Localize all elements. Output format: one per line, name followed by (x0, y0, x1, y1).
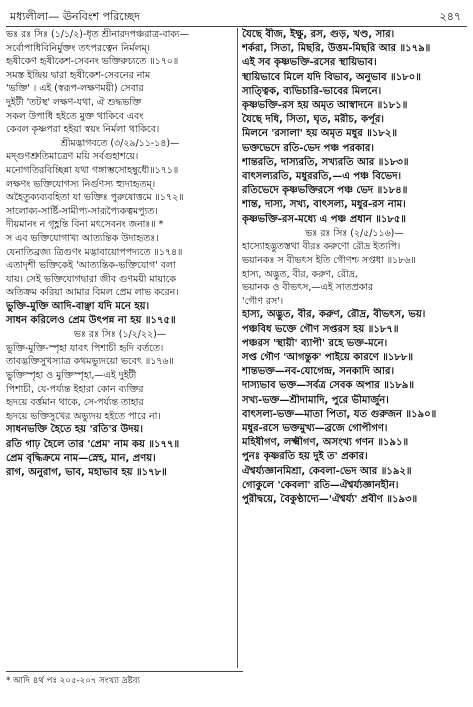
text-line: শান্তভক্ত—নব-যোগেন্দ্র, সনকাদি আর। (242, 366, 395, 378)
right-column (242, 28, 467, 668)
running-title: মধ্যলীলা— ঊনবিংশ পরিচ্ছেদ (10, 10, 140, 23)
text-line: মিলনে 'রসালা' হয় অমৃত মধুর ॥১৮২॥ (242, 128, 398, 140)
text-line: কৃষ্ণভক্তি-রস হয় অমৃত আস্বাদনে ॥১৮১॥ (242, 100, 408, 112)
text-line: স্থায়িভাবে মিলে যদি বিভাব, অনুভাব ॥১৮০॥ (242, 71, 421, 83)
text-line: সকল উপাধি হইতে মুক্ত থাকিবে এবং (6, 110, 144, 122)
text-line: এই সব কৃষ্ণভক্তি-রসের স্থায়িভাব। (242, 57, 377, 69)
text-line: লক্ষণং ভক্তিযোগস্য নির্গুণস্য হ্যুদাহৃতম্। (6, 178, 156, 190)
text-line: ভক্তভেদে রতি-ভেদ পঞ্চ পরকার। (242, 142, 374, 154)
text-line: হৃদয়ে বর্ত্তমান থাকে, সে-পর্য্যন্ত তাহার (6, 397, 144, 409)
text-line: দাস্যভাব ভক্ত—সর্বত্র সেবক অপার ॥১৮৯॥ (242, 380, 415, 392)
text-line: সাধন করিলেও প্রেম উৎপন্ন না হয় ॥১৭৫॥ (6, 315, 176, 327)
text-line: ভঃ রঃ সিঃ (১/১/২)-ধৃত শ্রীনারদপঞ্চরাত্র-বাক্য— (6, 29, 189, 40)
text-line: মনোগতিরবিচ্ছিন্না যথা গঙ্গাম্ভসোহম্বুধৌ॥১৭১॥ (6, 164, 179, 176)
text-line: গোকুলে 'কেবলা' রতি—ঐশ্বর্য্যজ্ঞানহীন। (242, 479, 399, 491)
text-line: রতি গাঢ় হৈলে তার 'প্রেম' নাম কয় ॥১৭৭॥ (6, 438, 180, 450)
text-line: মহিষীগণ, লক্ষ্মীগণ, অসংখ্য গণন ॥১৯১॥ (242, 437, 409, 449)
text-line: পঞ্চরস 'স্থায়ী' ব্যাপী' রহে ভক্ত-মনে। (242, 337, 388, 349)
text-line: হাস্য, অদ্ভুত, বীর, করুণ, রৌদ্র, বীভৎস, ভয়। (242, 309, 426, 321)
text-line: হৃষীকেণ হৃষীকেশ-সেবনং ভক্তিরুচ্যতে ॥১৭০॥ (6, 56, 179, 68)
text-line: দুইটী 'তটস্থ' লক্ষণ-যথা, ঐ শুদ্ধভক্তি (6, 96, 142, 108)
text-line: যৈছে বীজ, ইক্ষু, রস, গুড়, খণ্ড, সার। (242, 29, 395, 40)
text-line: শান্ত, দাস্য, সখ্য, বাৎসল্য, মধুর-রস নাম। (242, 199, 406, 211)
left-column (6, 28, 234, 668)
text-line: স এব ভক্তিযোগাখ্য আত্যন্তিক উদাহৃতঃ। (6, 232, 159, 244)
text-line: সমস্ত ইন্দ্রিয় দ্বারা হৃষীকেশ-সেবনের নাম (6, 69, 151, 81)
text-line: মধুর-রসে ভক্তমুখ্য—ব্রজে গোপীগণ। (242, 423, 388, 435)
text-line: রতিভেদে কৃষ্ণভক্তিরসে পঞ্চ ভেদ ॥১৮৪॥ (242, 185, 408, 197)
text-line: 'গৌণ রস'। (242, 295, 284, 307)
text-line: পিশাচী, যে-পর্য্যন্ত ইহারা কোন ব্যক্তির (6, 383, 144, 395)
text-line: সাধনভক্তি হৈতে হয় 'রতি'র উদয়। (6, 424, 143, 436)
text-line: যৈছে দধি, সিতা, ঘৃত, মরীচ, কর্পূর। (242, 114, 384, 126)
text-line: দীয়মানং ন গৃহ্ণন্তি বিনা মৎসেবনং জনাঃ॥ * (6, 219, 164, 231)
text-line: শান্তরতি, দাস্যরতি, সখ্যরতি আর ॥১৮৩॥ (242, 156, 409, 168)
text-line: ভুক্তি-মুক্তি-স্পৃহা যাবৎ পিশাচী হৃদি বর্ততে। (6, 342, 164, 354)
text-line: ভয়ানকঃ স বীভৎস ইতি গৌণশ্চ সপ্তধা ॥১৮৬॥ (242, 255, 416, 267)
text-line: পঞ্চবিধ ভক্তে গৌণ সপ্তরস হয় ॥১৮৭॥ (242, 323, 399, 335)
text-line: শ্রীমদ্ভাগবতে (৩/২৯/১১-১৪)— (60, 137, 180, 149)
text-line: ঐশ্বর্য্যজ্ঞানমিশ্রা, কেবলা-ভেদ আর ॥১৯২॥ (242, 465, 412, 477)
text-line: কেবল কৃষ্ণপরা হইয়া স্বয়ং নির্মলা থাকিবে। (6, 124, 160, 136)
text-line: এতাদৃশী ভক্তিকেই 'আত্যন্তিক-ভক্তিযোগ' বলা (6, 260, 176, 272)
text-line: প্রেম বৃদ্ধিক্রমে নাম—স্নেহ, মান, প্রণয়। (6, 452, 156, 464)
text-line: পুরীদ্বয়ে, বৈকুণ্ঠাদ্যে—'ঐশ্বর্য্য' প্রবীণ ॥১৯৩॥ (242, 494, 418, 506)
text-line: তাবদ্ভক্তিসুখস্যাত্র কথমভ্যুদয়ো ভবেৎ ॥১৭৬॥ (6, 356, 174, 368)
text-line: বাৎসল্য-ভক্ত—মাতা পিতা, যত গুরুজন ॥১৯০॥ (242, 408, 437, 420)
text-line: ভুক্তি-মুক্তি আদি-বাঞ্ছা যদি মনে হয়। (6, 300, 150, 312)
text-line: মদ্গুণশ্রুতিমাত্রেণ ময়ি সর্বগুহাশয়ে। (6, 151, 139, 163)
text-line: বাৎসল্যরতি, মধুররতি,—এ পঞ্চ বিভেদ। (242, 171, 402, 183)
column-divider (237, 28, 238, 668)
text-line: সপ্ত গৌণ 'আগন্তুক' পাইয়ে কারণে ॥১৮৮॥ (242, 352, 414, 364)
text-line: অতিক্রম করিয়া আমার বিমল প্রেম লাভ করেন। (6, 287, 179, 299)
text-line: যেনাতিব্রজ্য ত্রিগুণং মদ্ভাবায়োপপদ্যতে ॥১৭৪॥ (6, 246, 183, 258)
text-line: সাত্ত্বিক, ব্যভিচারি-ভাবের মিলনে। (242, 85, 382, 97)
page-number: ২৪৭ (439, 10, 461, 23)
text-line: হৃদয়ে ভক্তিসুখের অভ্যুদয় হইতে পারে না। (6, 410, 161, 422)
text-line: সখ্য-ভক্ত—শ্রীদামাদি, পুরে ভীমার্জুন। (242, 394, 389, 406)
text-line: পুনঃ কৃষ্ণরতি হয় দুই ত' প্রকার। (242, 451, 368, 463)
text-line: সর্বোপাধিবিনির্মুক্তং তৎপরত্বেন নির্মলম্। (6, 42, 151, 54)
text-line: 'ভক্তি' । এই (স্বরূপ-লক্ষণময়ী) সেবার (6, 83, 144, 95)
text-line: রাগ, অনুরাগ, ভাব, মহাভাব হয় ॥১৭৮॥ (6, 467, 167, 479)
text-line: সালোক্য-সার্ষ্টি-সামীপ্য-সারূপ্যৈকত্বমপ্যুত। (6, 205, 158, 217)
text-line: ভঃ রঃ সিঃ (২/৫/১১৬)— (305, 227, 404, 239)
footnote: * আদি ৪র্থ পঃ ২০৫-২০৭ সংখ্যা দ্রষ্টব্য (6, 671, 243, 688)
text-line: ভুক্তিস্পৃহা ও মুক্তিস্পৃহা,—এই দুইটী (6, 370, 137, 382)
page-header (6, 4, 467, 27)
text-line: ভয়ানক ও বীভৎস,—এই সাতপ্রকার (242, 282, 374, 294)
text-line: যায়। সেই ভক্তিযোগদ্বারা জীব গুণময়ী মায়াকে (6, 273, 176, 285)
text-line: শর্করা, সিতা, মিছরি, উত্তম-মিছরি আর ॥১৭৯॥ (242, 43, 431, 55)
text-line: ভঃ রঃ সিঃ (১/২/২২)— (73, 329, 167, 341)
text-columns (6, 28, 467, 668)
text-line: কৃষ্ণভক্তি-রস-মধ্যে এ পঞ্চ প্রধান ॥১৮৫॥ (242, 213, 406, 225)
text-line: হাস্যোহদ্ভুতস্তথা বীরঃ করুণো রৌদ্র ইত্যপি। (242, 241, 401, 253)
text-line: হাস্য, অদ্ভুত, বীর, করুণ, রৌদ্র, (242, 268, 358, 280)
text-line: অহৈতুক্যব্যবহিতা যা ভক্তিঃ পুরুষোত্তমে ॥১৭২॥ (6, 192, 184, 204)
